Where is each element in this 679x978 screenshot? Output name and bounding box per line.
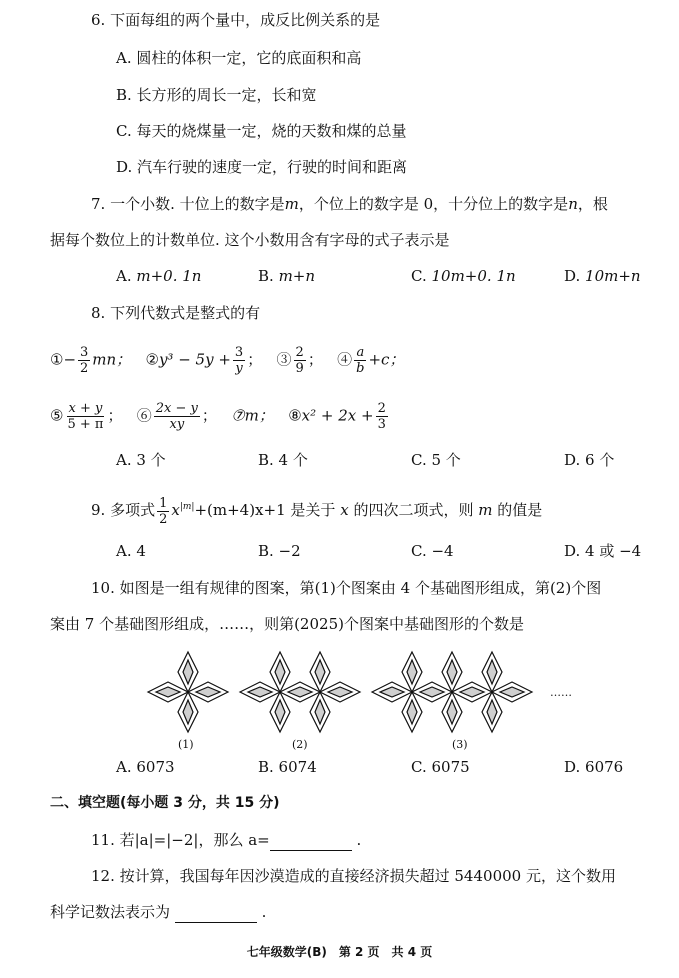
pattern-1: [148, 652, 228, 732]
q7-option-a: A. m+0. 1n: [116, 267, 202, 285]
question-12-stem-cont: 科学记数法表示为 .: [50, 903, 267, 921]
q6-option-c: C. 每天的烧煤量一定，烧的天数和煤的总量: [116, 122, 407, 140]
q9-option-b: B. −2: [258, 542, 301, 560]
q7-option-c: C. 10m+0. 1n: [411, 267, 516, 285]
question-6-stem: 6. 下面每组的两个量中，成反比例关系的是: [91, 11, 381, 29]
question-7-stem: 7. 一个小数. 十位上的数字是m，个位上的数字是 0，十分位上的数字是n，根: [91, 195, 608, 213]
q8-items-row-1: ①− $\frac{3}{2}$ mn； ②y³ − 5y + $\frac{3}{y}$ ； ③ $\frac{2}{9}$ ； ④ $\frac{a}{b}$ +c；: [50, 345, 405, 376]
question-8-stem: 8. 下列代数式是整式的有: [91, 304, 261, 322]
q7-option-d: D. 10m+n: [564, 267, 641, 285]
q10-option-c: C. 6075: [411, 758, 470, 776]
question-9-stem: 9. 多项式 $\frac{1}{2}$ $x^{|m|}+(m+4)x+1$ 是关于 x 的四次二项式，则 m 的值是: [91, 495, 543, 527]
q10-option-b: B. 6074: [258, 758, 317, 776]
figure-ellipsis: ……: [550, 686, 572, 699]
q10-option-a: A. 6073: [116, 758, 175, 776]
q6-option-d: D. 汽车行驶的速度一定，行驶的时间和距离: [116, 158, 408, 176]
q12-answer-blank[interactable]: [175, 904, 257, 923]
q6-option-a: A. 圆柱的体积一定，它的底面积和高: [116, 49, 362, 67]
figure-label-1: (1): [178, 738, 194, 751]
section-2-heading: 二、填空题(每小题 3 分，共 15 分): [50, 795, 280, 811]
question-10-stem: 10. 如图是一组有规律的图案，第(1)个图案由 4 个基础图形组成，第(2)个图: [91, 579, 602, 597]
q8-option-d: D. 6 个: [564, 451, 615, 469]
pattern-2: [240, 652, 360, 732]
q9-option-d: D. 4 或 −4: [564, 542, 642, 560]
q9-option-c: C. −4: [411, 542, 454, 560]
figure-label-3: (3): [452, 738, 468, 751]
q8-option-a: A. 3 个: [116, 451, 166, 469]
question-7-stem-cont: 据每个数位上的计数单位. 这个小数用含有字母的式子表示是: [50, 231, 450, 249]
figure-label-2: (2): [292, 738, 308, 751]
q6-option-b: B. 长方形的周长一定，长和宽: [116, 86, 317, 104]
q9-option-a: A. 4: [116, 542, 146, 560]
page-footer: 七年级数学(B) 第 2 页 共 4 页: [246, 945, 433, 959]
pattern-3: [372, 652, 532, 732]
question-11: 11. 若|a|=|−2|，那么 a= .: [91, 831, 362, 849]
q7-option-b: B. m+n: [258, 267, 316, 285]
pattern-figure: [140, 648, 580, 740]
q8-option-b: B. 4 个: [258, 451, 308, 469]
q8-option-c: C. 5 个: [411, 451, 461, 469]
question-10-stem-cont: 案由 7 个基础图形组成，……，则第(2025)个图案中基础图形的个数是: [50, 615, 524, 633]
q11-answer-blank[interactable]: [270, 832, 352, 851]
question-12-stem: 12. 按计算，我国每年因沙漠造成的直接经济损失超过 5440000 元，这个数用: [91, 867, 616, 885]
q8-items-row-2: ⑤ $\frac{x + y}{5 + \pi}$ ； ⑥ $\frac{2x - y}{xy}$ ； ⑦m； ⑧x² + 2x + $\frac{2}{3}$: [50, 401, 386, 432]
q10-option-d: D. 6076: [564, 758, 624, 776]
